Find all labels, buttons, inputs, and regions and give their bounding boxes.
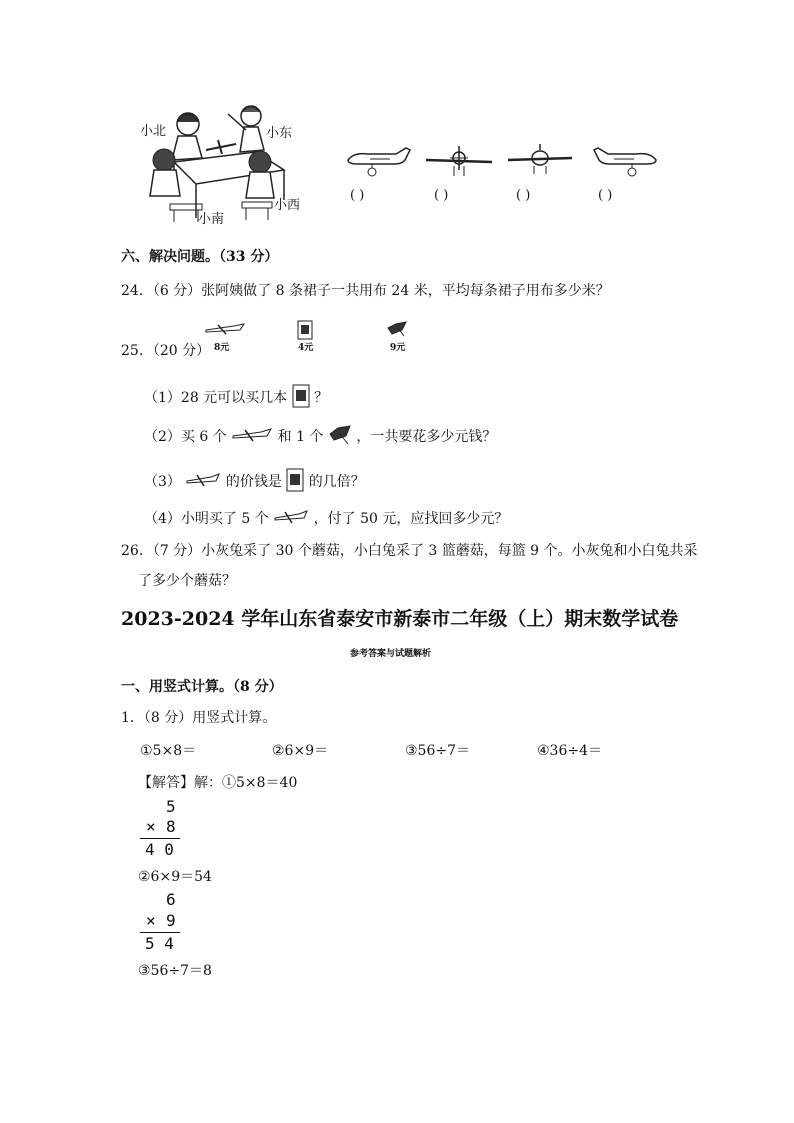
question-25-3 bbox=[144, 468, 365, 496]
vertical-calc-1-top: 5 bbox=[166, 797, 176, 816]
problem-2: ②6×9＝ bbox=[272, 743, 329, 759]
q25-2-text-a: （2）买 6 个 bbox=[144, 429, 227, 445]
problem-3: ③56÷7＝ bbox=[405, 743, 471, 759]
answer-subtitle: 参考答案与试题解析 bbox=[350, 649, 432, 659]
question-24: 24．（6 分）张阿姨做了 8 条裙子一共用布 24 米，平均每条裙子用布多少米？ bbox=[121, 283, 610, 299]
answer-3: ③56÷7＝8 bbox=[138, 963, 212, 979]
toy-animal-icon bbox=[386, 320, 408, 342]
plane-front-icon bbox=[424, 144, 494, 184]
answer-intro: 【解答】解：①5×8＝40 bbox=[138, 775, 298, 791]
vertical-calc-1-op: × bbox=[146, 817, 156, 836]
question-25-4 bbox=[144, 508, 508, 529]
book-icon bbox=[292, 384, 310, 412]
q25-1-end: ？ bbox=[314, 390, 329, 406]
vertical-calc-2-result: 5 4 bbox=[145, 934, 174, 953]
vertical-calc-1-line bbox=[140, 838, 180, 839]
q25-3-text-a: （3） bbox=[144, 474, 181, 490]
plane-answer-2: ( ) bbox=[434, 188, 449, 203]
price-book: 4元 bbox=[298, 343, 314, 353]
problem-4: ④36÷4＝ bbox=[537, 743, 603, 759]
question-25-label: 25．（20 分） bbox=[121, 343, 211, 359]
question-25-1 bbox=[144, 384, 328, 412]
toy-animal-icon bbox=[328, 424, 352, 450]
book-icon bbox=[286, 468, 304, 496]
q25-1-text: （1）28 元可以买几本 bbox=[144, 390, 288, 406]
vertical-calc-2-line bbox=[140, 932, 180, 933]
vertical-calc-1-bottom: 8 bbox=[166, 817, 176, 836]
plane-answer-3: ( ) bbox=[516, 188, 531, 203]
q25-3-text-b: 的价钱是 bbox=[225, 474, 282, 490]
plane-front-2-icon bbox=[506, 142, 574, 182]
toy-plane-icon bbox=[231, 427, 273, 447]
vertical-calc-1-result: 4 0 bbox=[145, 840, 174, 859]
question-25-2 bbox=[144, 424, 496, 450]
price-animal: 9元 bbox=[390, 343, 406, 353]
label-xiaodong: 小东 bbox=[266, 126, 293, 141]
question-26-line2: 了多少个蘑菇？ bbox=[138, 573, 236, 589]
q25-4-text-a: （4）小明买了 5 个 bbox=[144, 511, 269, 527]
section6-heading: 六、解决问题。（33 分） bbox=[121, 249, 279, 265]
label-xiaonan: 小南 bbox=[198, 212, 225, 227]
label-xiaobei: 小北 bbox=[140, 124, 167, 139]
vertical-calc-2-bottom: 9 bbox=[166, 911, 176, 930]
q25-2-text-c: ，一共要花多少元钱？ bbox=[356, 429, 497, 445]
plane-answer-1: ( ) bbox=[350, 188, 365, 203]
q25-4-text-b: ，付了 50 元，应找回多少元？ bbox=[313, 511, 509, 527]
exam-title: 2023-2024 学年山东省泰安市新泰市二年级（上）期末数学试卷 bbox=[121, 608, 679, 630]
toy-plane-icon bbox=[185, 472, 221, 492]
vertical-calc-2-op: × bbox=[146, 911, 156, 930]
problem-1: ①5×8＝ bbox=[140, 743, 197, 759]
section1-heading: 一、用竖式计算。（8 分） bbox=[121, 679, 283, 695]
toy-plane-icon bbox=[204, 322, 246, 340]
price-plane: 8元 bbox=[214, 343, 230, 353]
answer-2: ②6×9＝54 bbox=[138, 869, 212, 885]
plane-answer-4: ( ) bbox=[598, 188, 613, 203]
question-1: 1．（8 分）用竖式计算。 bbox=[121, 710, 277, 726]
plane-side-left-icon bbox=[344, 146, 414, 184]
toy-plane-icon bbox=[273, 509, 309, 529]
vertical-calc-2-top: 6 bbox=[166, 890, 176, 909]
question-26-line1: 26．（7 分）小灰兔采了 30 个蘑菇，小白兔采了 3 篮蘑菇，每篮 9 个。小灰兔和小白兔共采 bbox=[121, 543, 698, 559]
label-xiaoxi: 小西 bbox=[274, 198, 301, 213]
q25-3-text-c: 的几倍？ bbox=[308, 474, 365, 490]
q25-2-text-b: 和 1 个 bbox=[277, 429, 324, 445]
plane-side-right-icon bbox=[588, 146, 660, 184]
